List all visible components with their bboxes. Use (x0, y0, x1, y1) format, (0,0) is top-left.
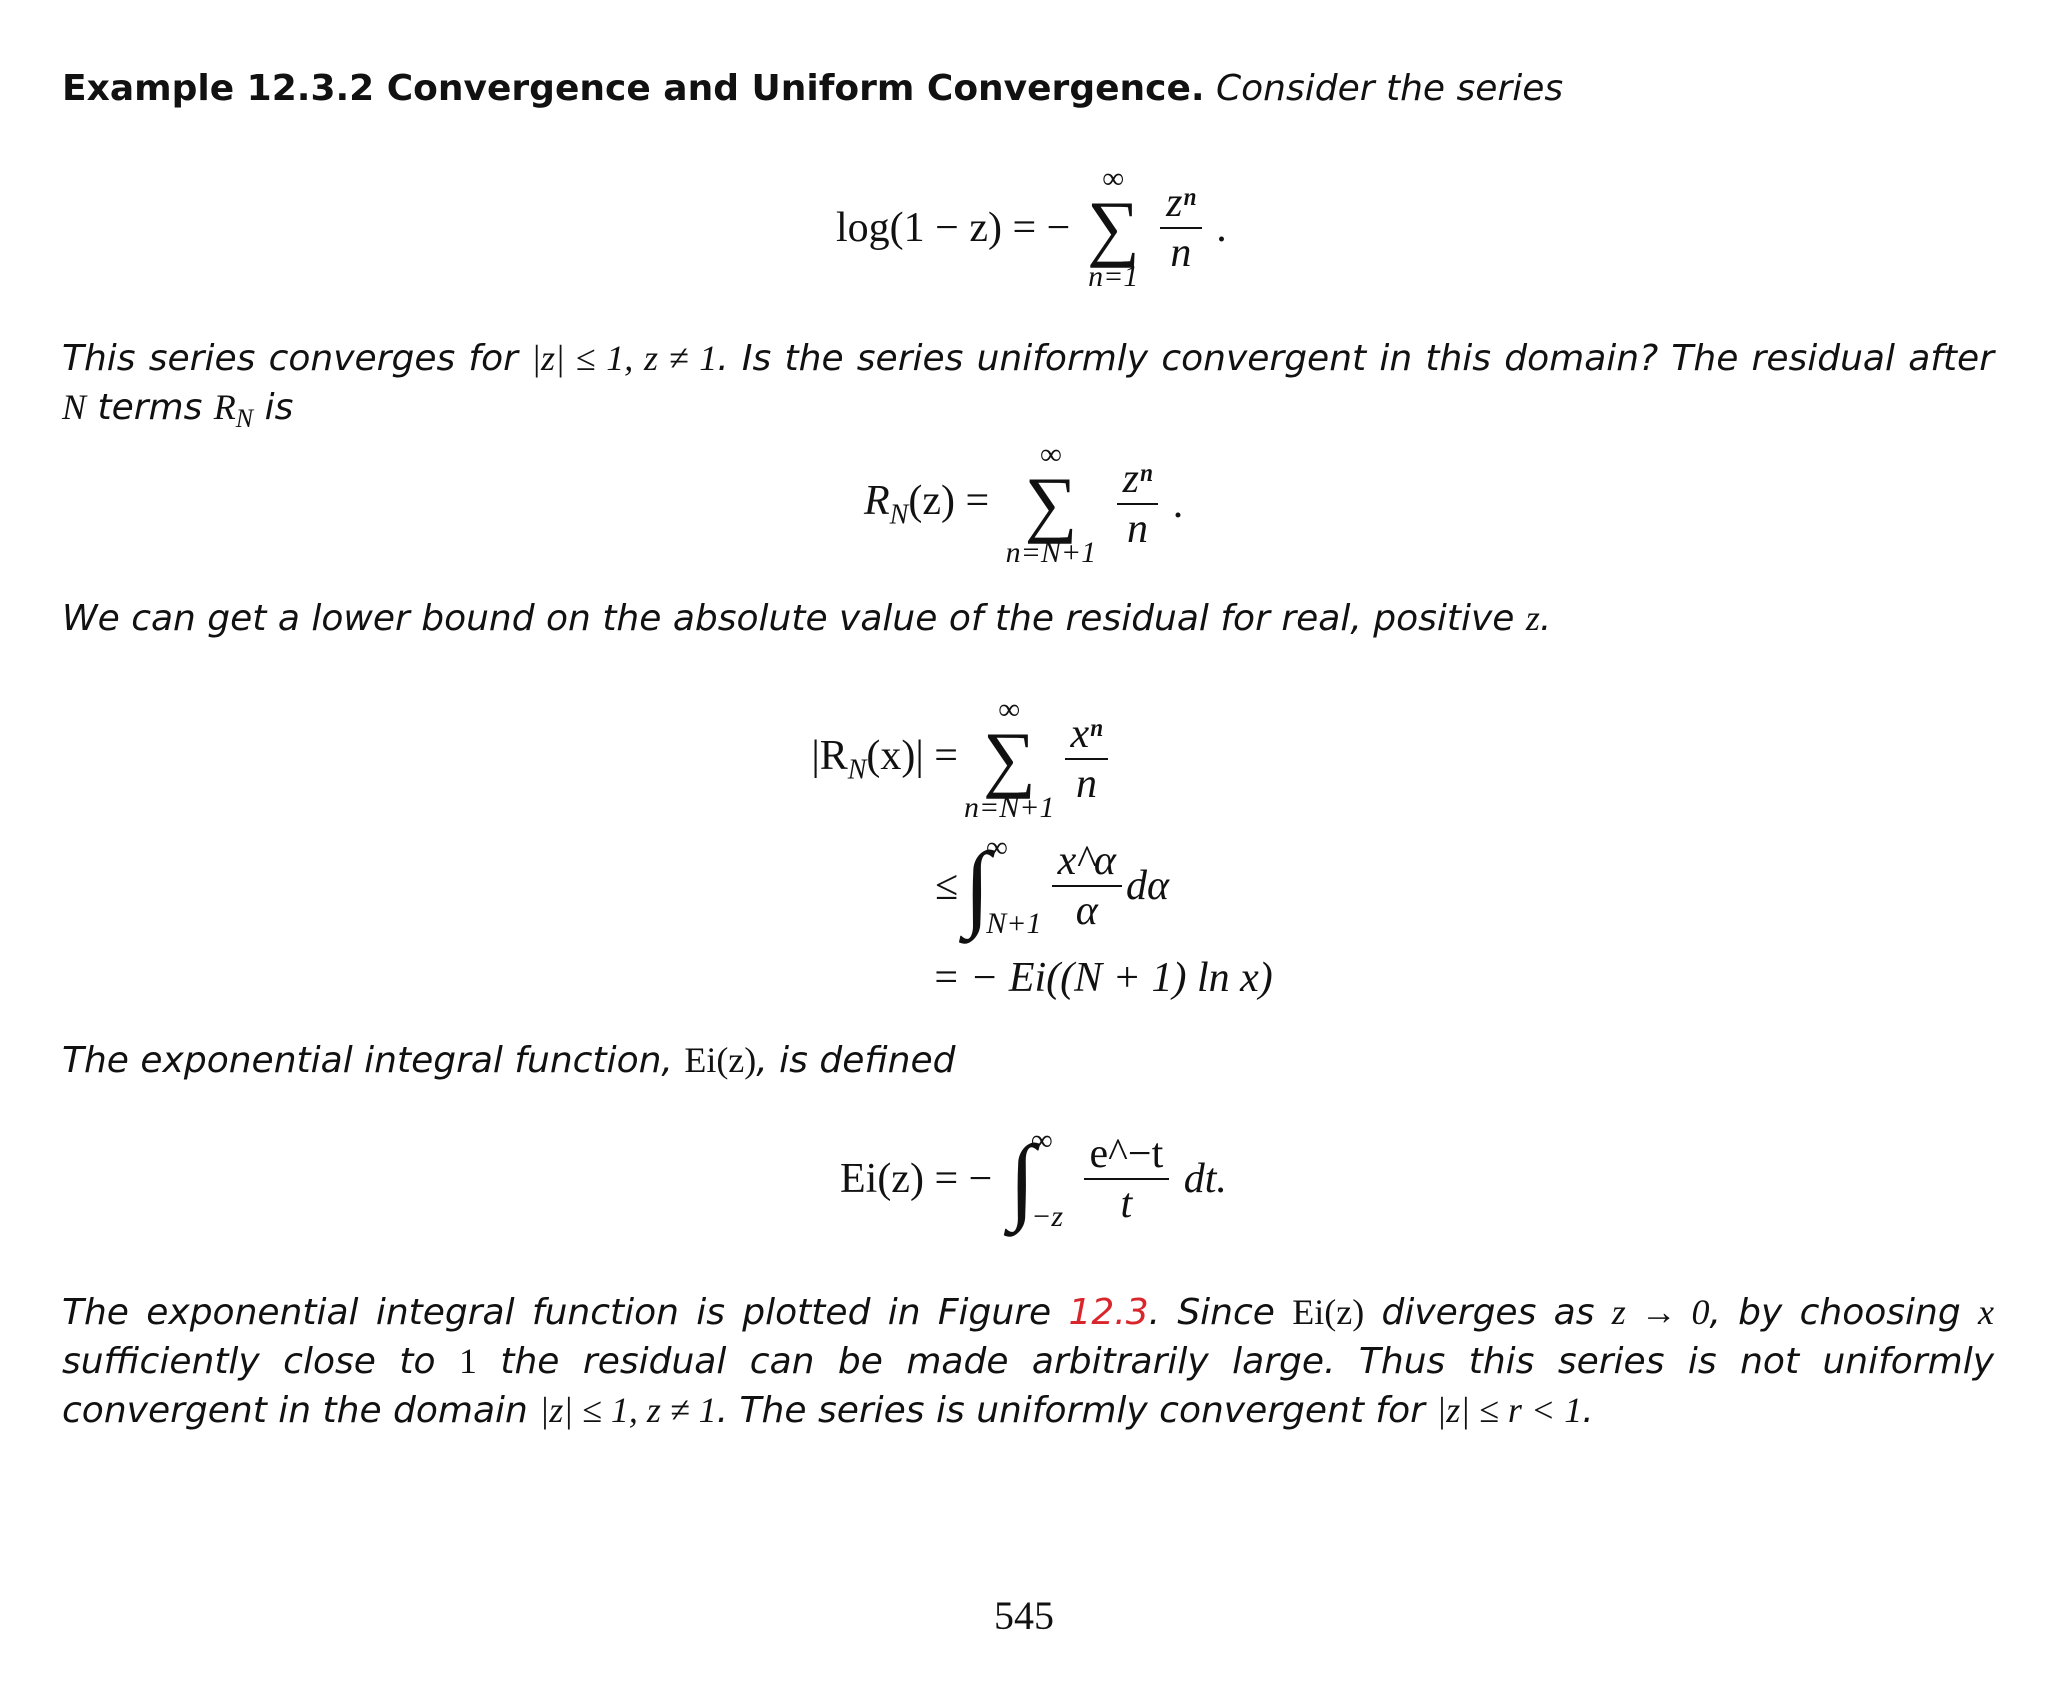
eq2-R: R (864, 477, 890, 524)
eq4-int-upper: ∞ (1031, 1124, 1053, 1157)
eq4-integral-limits (1031, 1124, 1063, 1234)
eq1-denominator: n (1170, 230, 1192, 276)
eq4-numerator: e^−t (1089, 1131, 1164, 1177)
sigma-symbol: ∑ (1024, 463, 1078, 545)
paragraph-ei-definition (62, 1036, 1994, 1085)
eq2-period: . (1172, 481, 1184, 527)
p5-text-f: the residual can be made arbitrarily large. Thus this series is not uniformly convergent in the domain (62, 1341, 1995, 1431)
eq3-numerator-2: x^α (1057, 838, 1116, 884)
paragraph-lower-bound (62, 594, 1994, 643)
figure-link[interactable]: 12.3 (1068, 1292, 1149, 1333)
eq4-int-lower: −z (1031, 1200, 1064, 1233)
p2-text-c: terms (86, 387, 214, 428)
eq2-fraction (1117, 455, 1159, 553)
eq3-rel-eq: = (934, 955, 958, 1001)
eq3-fraction-1 (1065, 710, 1109, 808)
p5-math-radius: |z| ≤ r < 1 (1436, 1390, 1583, 1430)
eq3-sum-lower: n=N+1 (964, 791, 1055, 824)
p5-math-limit: z → 0 (1611, 1292, 1710, 1332)
eq1-sum (1087, 162, 1140, 294)
equation-bound (778, 694, 1273, 1008)
eq4-fraction (1084, 1130, 1170, 1228)
eq3-sum-upper: ∞ (998, 693, 1020, 726)
equation-residual (864, 438, 1183, 570)
eq2-sum (1006, 438, 1097, 570)
p5-text-d: , by choosing (1709, 1292, 1979, 1333)
p5-math-one: 1 (458, 1341, 477, 1381)
eq3-line2 (778, 824, 1273, 948)
p2-math-R-sub: N (235, 404, 254, 434)
eq2-arg: (z) = (908, 477, 990, 524)
eq1-fraction (1160, 179, 1202, 277)
eq3-denominator-1: n (1075, 761, 1097, 807)
eq3-int-lower: N+1 (986, 907, 1042, 940)
eq1-period: . (1216, 205, 1227, 251)
eq1-sum-lower: n=1 (1088, 260, 1139, 293)
eq2-sum-lower: n=N+1 (1005, 536, 1097, 569)
eq4-lhs: Ei(z) = − (840, 1156, 993, 1202)
p5-math-x: x (1978, 1292, 1994, 1332)
p5-text-a: The exponential integral function is plotted in Figure (62, 1292, 1069, 1333)
p4-math-ei: Ei(z) (684, 1040, 757, 1080)
eq3-lhs-open: |R (811, 732, 848, 779)
p3-text-b: . (1539, 598, 1552, 639)
eq3-denominator-2: α (1075, 888, 1098, 934)
p2-text-b: . Is the series uniformly convergent in this domain? The residual after (717, 338, 1994, 379)
eq3-line1 (778, 694, 1273, 824)
eq3-lhs-close: (x)| = (866, 732, 958, 779)
eq3-ei-expression: − Ei((N + 1) ln x) (970, 955, 1273, 1001)
p5-text-e: sufficiently close to (62, 1341, 459, 1382)
eq3-differential: dα (1125, 863, 1170, 909)
eq2-sum-upper: ∞ (1040, 438, 1062, 471)
paragraph-convergence (62, 334, 1994, 443)
equation-ei (840, 1124, 1227, 1234)
integral-symbol: ∫ (1008, 1125, 1036, 1232)
example-heading (62, 64, 1994, 113)
eq4-denominator: t (1120, 1181, 1133, 1227)
sigma-symbol: ∑ (1086, 187, 1140, 269)
eq3-lhs (778, 732, 958, 786)
eq3-int-upper: ∞ (986, 831, 1008, 864)
p3-math-z: z (1525, 598, 1540, 638)
eq3-fraction-2 (1052, 837, 1122, 935)
p2-text-d: is (253, 387, 294, 428)
eq3-numerator-1: xⁿ (1070, 711, 1103, 757)
p5-text-h: . (1582, 1390, 1594, 1431)
p5-text-b: . Since (1148, 1292, 1293, 1333)
eq3-integral-limits (986, 831, 1041, 941)
p5-text-g: . The series is uniformly convergent for (716, 1390, 1437, 1431)
eq4-integral (1009, 1124, 1063, 1234)
eq3-lhs-sub: N (847, 754, 867, 786)
eq1-sum-upper: ∞ (1102, 162, 1124, 195)
integral-symbol: ∫ (964, 832, 991, 939)
p2-math-domain: |z| ≤ 1, z ≠ 1 (531, 338, 718, 378)
p5-text-c: diverges as (1364, 1292, 1612, 1333)
page-number: 545 (994, 1593, 1054, 1638)
eq3-line3 (778, 948, 1273, 1008)
eq3-rel-leq: ≤ (934, 863, 958, 909)
paragraph-conclusion (62, 1288, 1994, 1435)
eq2-denominator: n (1126, 506, 1148, 552)
example-label: Example 12.3.2 Convergence and Uniform Convergence. (62, 68, 1205, 109)
p4-text-a: The exponential integral function, (62, 1040, 685, 1081)
p5-math-ei: Ei(z) (1292, 1292, 1365, 1332)
p4-text-b: , is defined (756, 1040, 956, 1081)
eq1-equals: = − (1012, 205, 1071, 251)
p5-math-domain: |z| ≤ 1, z ≠ 1 (539, 1390, 717, 1430)
equation-log-series (836, 162, 1227, 294)
eq2-lhs (864, 477, 990, 531)
eq4-differential: dt. (1183, 1156, 1227, 1202)
example-intro: Consider the series (1216, 68, 1564, 109)
eq1-lhs: log(1 − z) (836, 205, 1002, 251)
p2-math-R: R (213, 387, 236, 427)
eq3-integral (964, 831, 1042, 941)
eq2-R-sub: N (889, 499, 909, 531)
eq3-sum (964, 693, 1055, 825)
p3-text-a: We can get a lower bound on the absolute value of the residual for real, positive (62, 598, 1526, 639)
p2-text-a: This series converges for (62, 338, 532, 379)
p2-math-N: N (62, 387, 87, 427)
eq2-numerator: zⁿ (1122, 456, 1153, 502)
eq1-numerator: zⁿ (1166, 180, 1196, 226)
sigma-symbol: ∑ (982, 718, 1036, 800)
